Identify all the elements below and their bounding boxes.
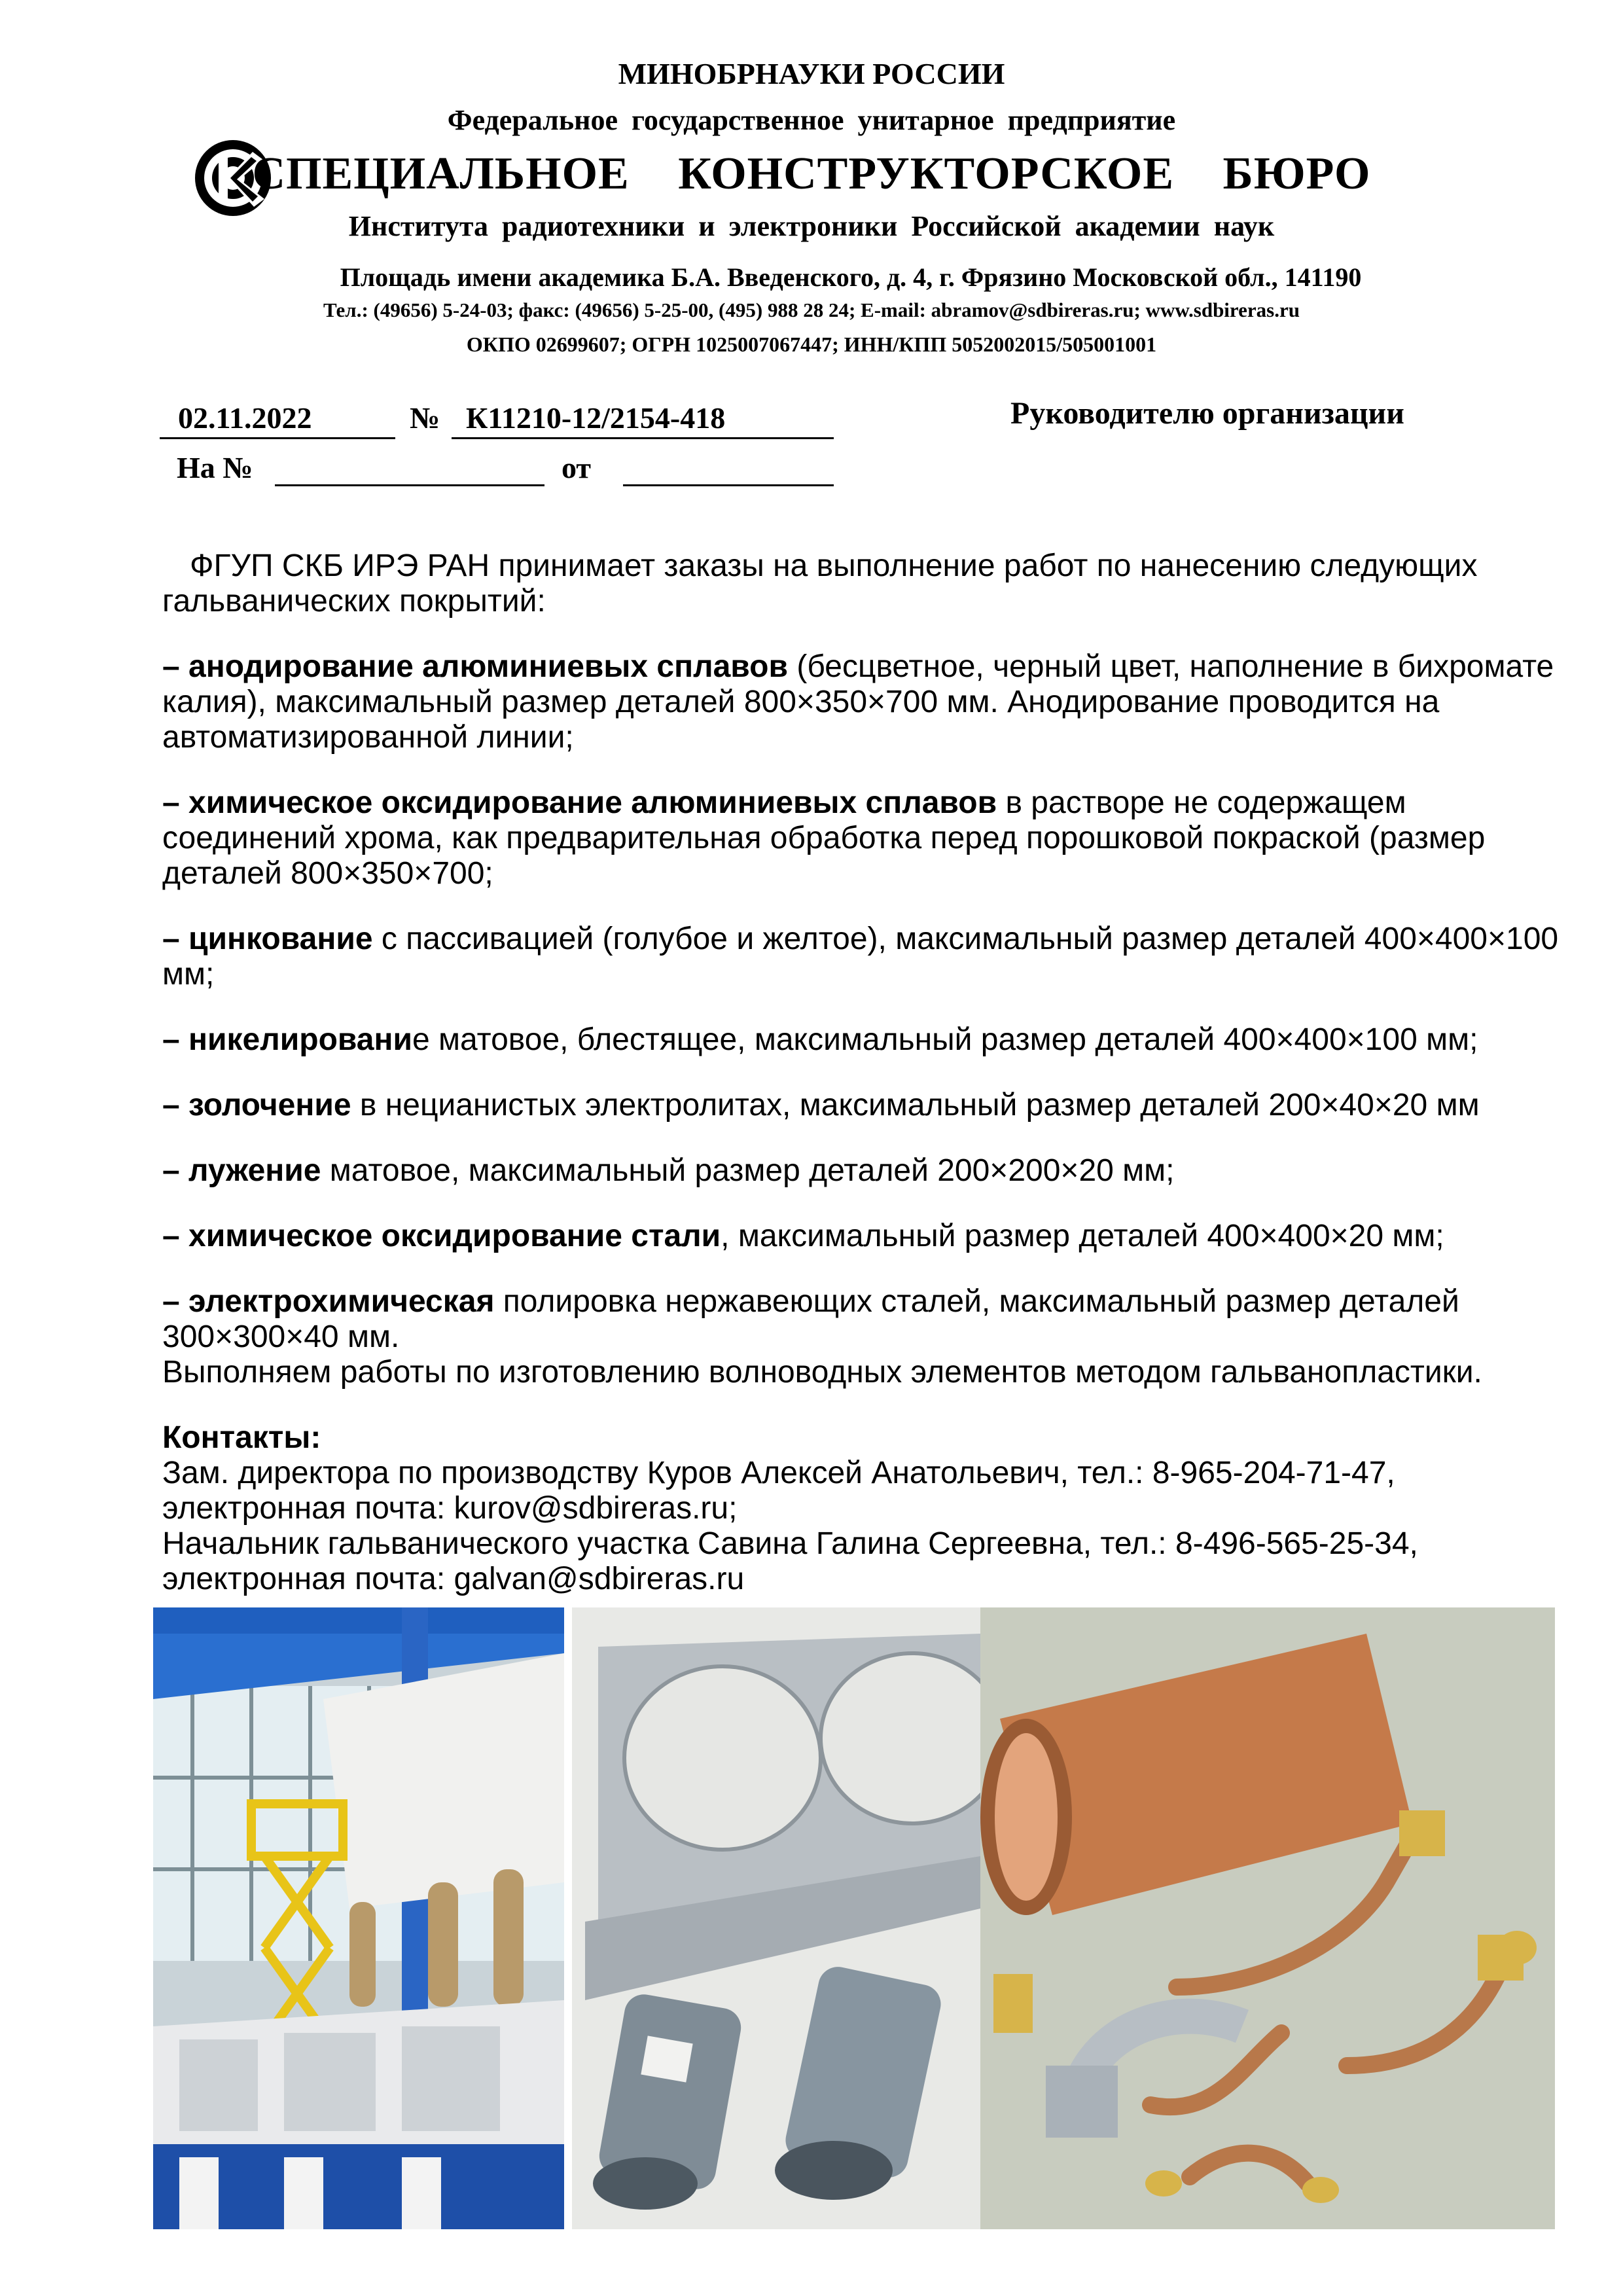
waveguide-parts-photo bbox=[980, 1607, 1555, 2229]
service-item: – электрохимическая полировка нержавеющих сталей, максимальный размер деталей 300×300×40 мм. bbox=[162, 1284, 1459, 1354]
from-label: от bbox=[562, 451, 591, 484]
service-item: – химическое оксидирование стали, максимальный размер деталей 400×400×20 мм; bbox=[162, 1219, 1444, 1253]
waveguide-paragraph: Выполняем работы по изготовлению волноводных элементов методом гальванопластики. bbox=[162, 1355, 1482, 1390]
contact-line: Начальник гальванического участка Савина Галина Сергеевна, тел.: 8-496-565-25-34, bbox=[162, 1526, 1418, 1561]
intro-paragraph: ФГУП СКБ ИРЭ РАН принимает заказы на выполнение работ по нанесению следующих гальванических покрытий: bbox=[162, 548, 1478, 619]
service-item: – химическое оксидирование алюминиевых сплавов в растворе не содержащем соединений хрома, как предварительная обработка перед порошковой покраской (размер деталей 800×350×700; bbox=[162, 785, 1486, 891]
reply-label: На № bbox=[177, 451, 253, 484]
galvanic-line-photo bbox=[153, 1607, 564, 2229]
enterprise-type: Федеральное государственное унитарное предприятие bbox=[447, 104, 1176, 136]
contact-email: электронная почта: kurov@sdbireras.ru; bbox=[162, 1491, 738, 1526]
service-item: – никелирование матовое, блестящее, максимальный размер деталей 400×400×100 мм; bbox=[162, 1022, 1478, 1057]
letter-body bbox=[162, 548, 1563, 1597]
ministry-title: МИНОБРНАУКИ РОССИИ bbox=[618, 57, 1005, 90]
aluminium-parts-photo bbox=[572, 1607, 980, 2229]
service-item: – анодирование алюминиевых сплавов (бесцветное, черный цвет, наполнение в бихромате калия), максимальный размер деталей 800×350×700 мм. Анодирование проводится на автоматизированной линии; bbox=[162, 649, 1554, 755]
registration-line: ОКПО 02699607; ОГРН 1025007067447; ИНН/КПП 5052002015/505001001 bbox=[466, 332, 1157, 356]
address-line: Площадь имени академика Б.А. Введенского, д. 4, г. Фрязино Московской обл., 141190 bbox=[340, 262, 1362, 292]
number-label: № bbox=[410, 401, 440, 435]
contact-email: электронная почта: galvan@sdbireras.ru bbox=[162, 1562, 745, 1596]
letter-number: К11210-12/2154-418 bbox=[466, 401, 726, 435]
institute-name: Института радиотехники и электроники Российской академии наук bbox=[348, 210, 1275, 242]
addressee: Руководителю организации bbox=[1010, 396, 1404, 431]
contacts-heading: Контакты: bbox=[162, 1420, 321, 1455]
letter-date: 02.11.2022 bbox=[178, 401, 312, 435]
contact-line: Зам. директора по производству Куров Алексей Анатольевич, тел.: 8-965-204-71-47, bbox=[162, 1456, 1395, 1490]
service-item: – цинкование с пассивацией (голубое и желтое), максимальный размер деталей 400×400×100 мм; bbox=[162, 922, 1559, 992]
bureau-name: СПЕЦИАЛЬНОЕ КОНСТРУКТОРСКОЕ БЮРО bbox=[252, 149, 1371, 199]
contacts-line: Тел.: (49656) 5-24-03; факс: (49656) 5-25-00, (495) 988 28 24; E-mail: abramov@sdbireras.ru; www.sdbireras.ru bbox=[323, 298, 1300, 321]
service-item: – золочение в нецианистых электролитах, максимальный размер деталей 200×40×20 мм bbox=[162, 1088, 1480, 1122]
service-item: – лужение матовое, максимальный размер деталей 200×200×20 мм; bbox=[162, 1153, 1175, 1188]
